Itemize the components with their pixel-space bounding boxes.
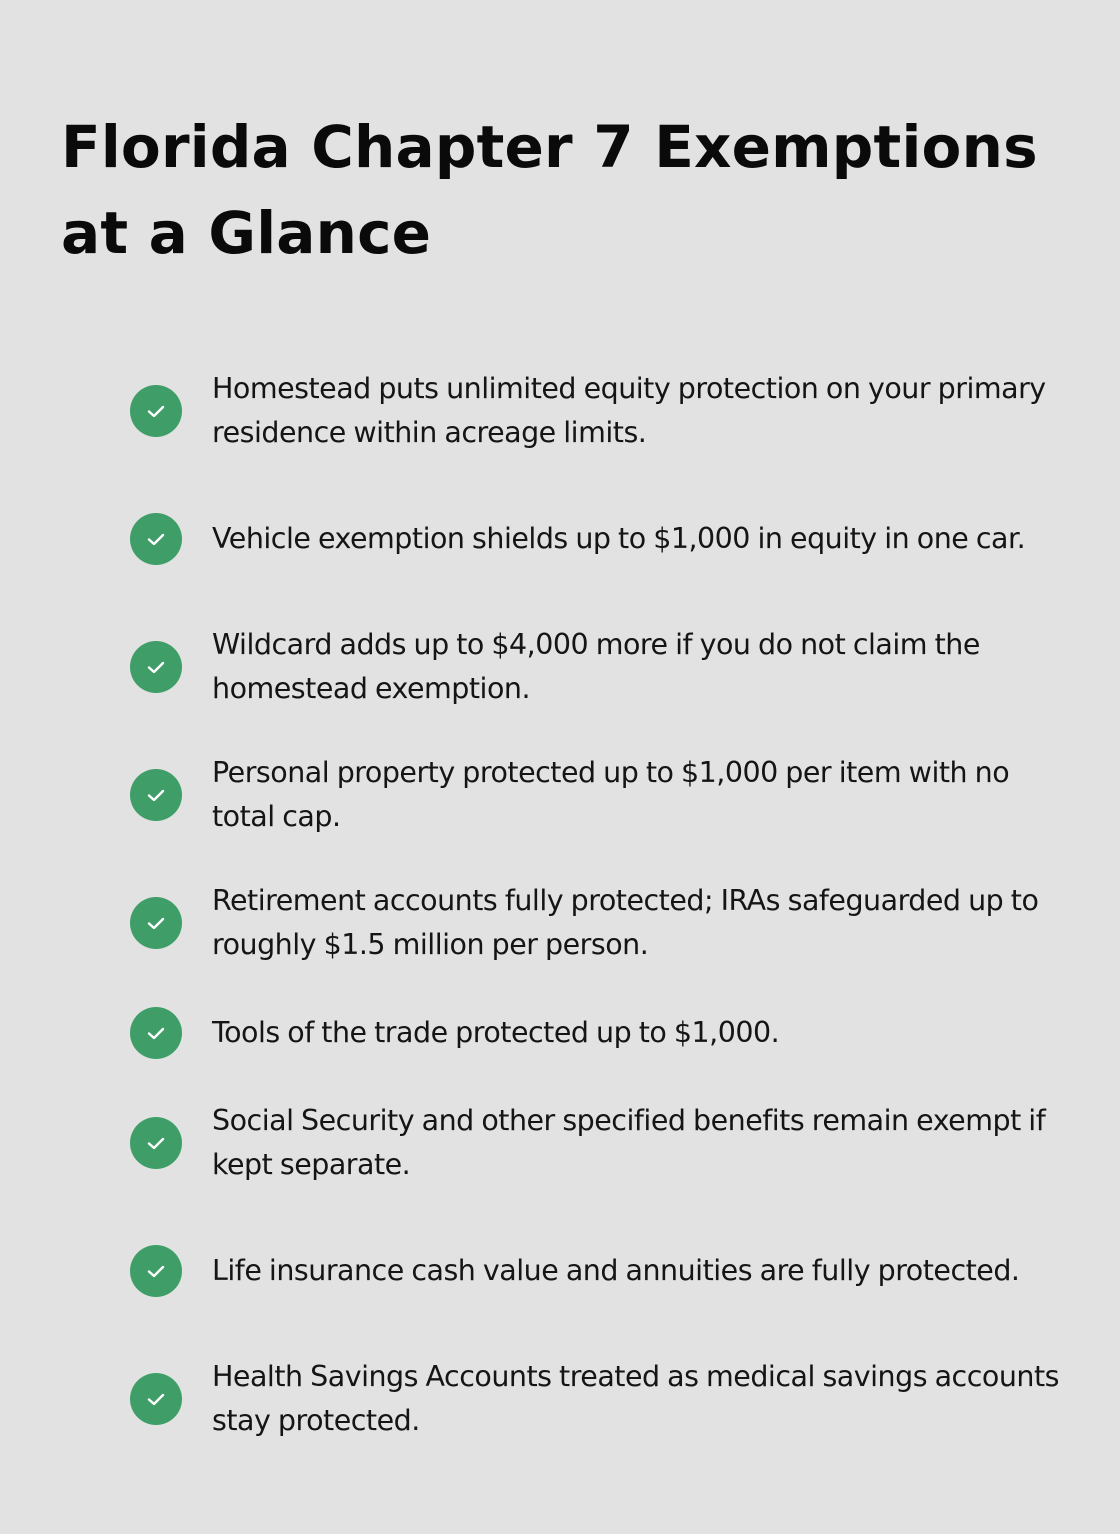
list-item bbox=[130, 495, 1060, 583]
check-icon bbox=[130, 769, 182, 821]
check-icon bbox=[130, 897, 182, 949]
list-item bbox=[130, 1355, 1060, 1443]
list-item-text: Retirement accounts fully protected; IRAs safeguarded up to roughly $1.5 million per person. bbox=[212, 884, 1039, 961]
list-item bbox=[130, 879, 1060, 967]
list-item bbox=[130, 751, 1060, 839]
check-icon bbox=[130, 513, 182, 565]
list-item-text: Life insurance cash value and annuities are fully protected. bbox=[212, 1254, 1020, 1287]
list-item-text: Social Security and other specified benefits remain exempt if kept separate. bbox=[212, 1104, 1046, 1181]
list-item-text: Health Savings Accounts treated as medical savings accounts stay protected. bbox=[212, 1360, 1059, 1437]
list-item bbox=[130, 1007, 1060, 1059]
list-item bbox=[130, 367, 1060, 455]
check-icon bbox=[130, 1117, 182, 1169]
page-title: Florida Chapter 7 Exemptions at a Glance bbox=[61, 113, 1038, 267]
list-item bbox=[130, 1099, 1060, 1187]
list-item bbox=[130, 623, 1060, 711]
check-icon bbox=[130, 1373, 182, 1425]
list-item-text: Personal property protected up to $1,000 per item with no total cap. bbox=[212, 756, 1010, 833]
check-icon bbox=[130, 1007, 182, 1059]
check-icon bbox=[130, 1245, 182, 1297]
exemptions-list bbox=[130, 367, 1060, 1483]
list-item-text: Wildcard adds up to $4,000 more if you do not claim the homestead exemption. bbox=[212, 628, 980, 705]
list-item-text: Homestead puts unlimited equity protection on your primary residence within acreage limits. bbox=[212, 372, 1046, 449]
list-item-text: Tools of the trade protected up to $1,000. bbox=[212, 1016, 780, 1049]
check-icon bbox=[130, 641, 182, 693]
list-item-text: Vehicle exemption shields up to $1,000 in equity in one car. bbox=[212, 522, 1026, 555]
check-icon bbox=[130, 385, 182, 437]
list-item bbox=[130, 1227, 1060, 1315]
